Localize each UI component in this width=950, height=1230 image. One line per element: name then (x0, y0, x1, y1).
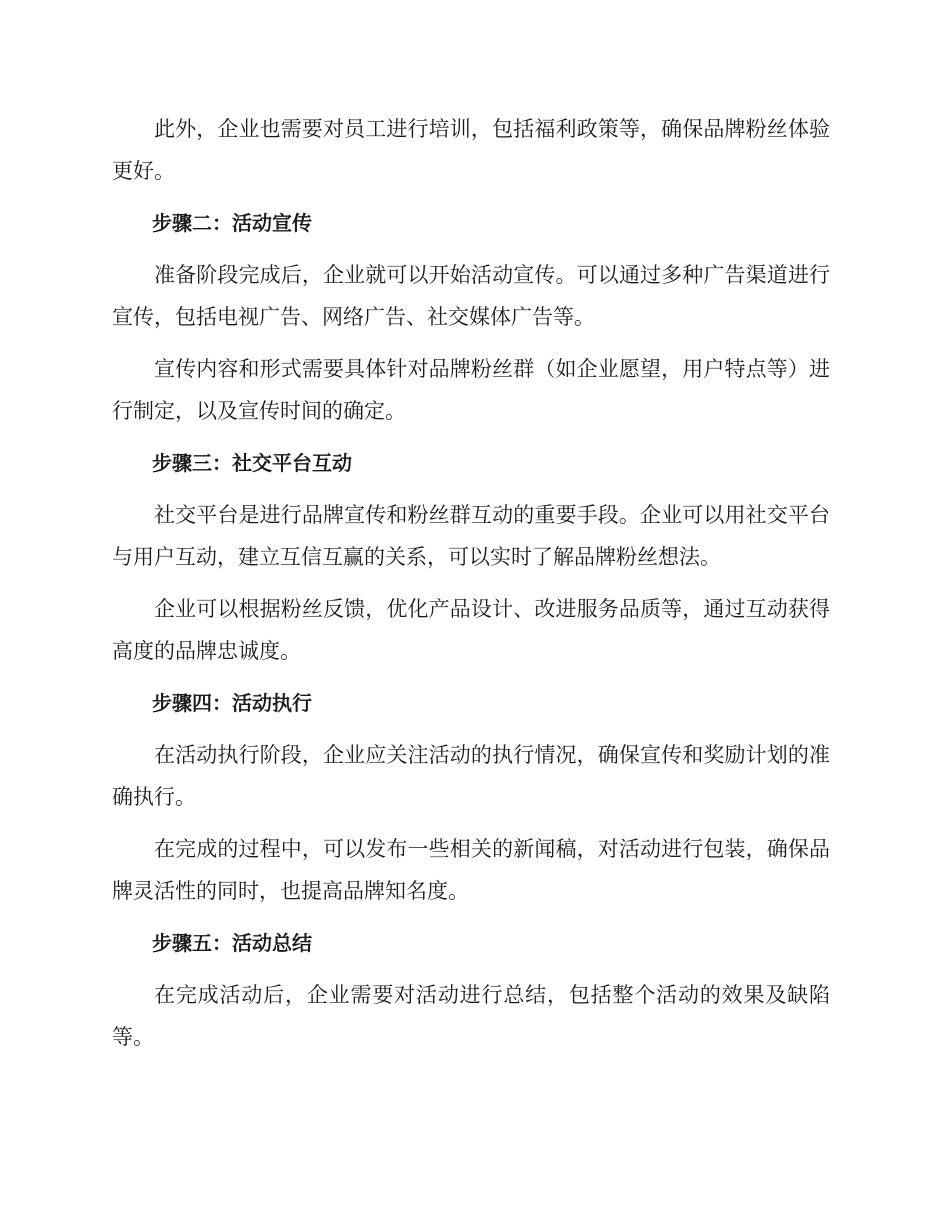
paragraph: 此外，企业也需要对员工进行培训，包括福利政策等，确保品牌粉丝体验更好。 (112, 117, 830, 183)
paragraph: 准备阶段完成后，企业就可以开始活动宣传。可以通过多种广告渠道进行宣传，包括电视广告、网络广告、社交媒体广告等。 (112, 263, 830, 329)
section-heading: 步骤四：活动执行 (152, 691, 312, 715)
paragraph: 在完成活动后，企业需要对活动进行总结，包括整个活动的效果及缺陷等。 (112, 983, 830, 1049)
paragraph: 企业可以根据粉丝反馈，优化产品设计、改进服务品质等，通过互动获得高度的品牌忠诚度。 (112, 597, 830, 663)
paragraph: 在完成的过程中，可以发布一些相关的新闻稿，对活动进行包装，确保品牌灵活性的同时，也提高品牌知名度。 (112, 837, 830, 903)
section-heading: 步骤五：活动总结 (152, 931, 312, 955)
paragraph: 在活动执行阶段，企业应关注活动的执行情况，确保宣传和奖励计划的准确执行。 (112, 743, 830, 809)
paragraph: 宣传内容和形式需要具体针对品牌粉丝群（如企业愿望，用户特点等）进行制定，以及宣传时间的确定。 (112, 357, 830, 423)
section-heading: 步骤三：社交平台互动 (152, 451, 352, 475)
section-heading: 步骤二：活动宣传 (152, 211, 312, 235)
paragraph: 社交平台是进行品牌宣传和粉丝群互动的重要手段。企业可以用社交平台与用户互动，建立互信互赢的关系，可以实时了解品牌粉丝想法。 (112, 503, 830, 569)
document-page (112, 108, 830, 1068)
